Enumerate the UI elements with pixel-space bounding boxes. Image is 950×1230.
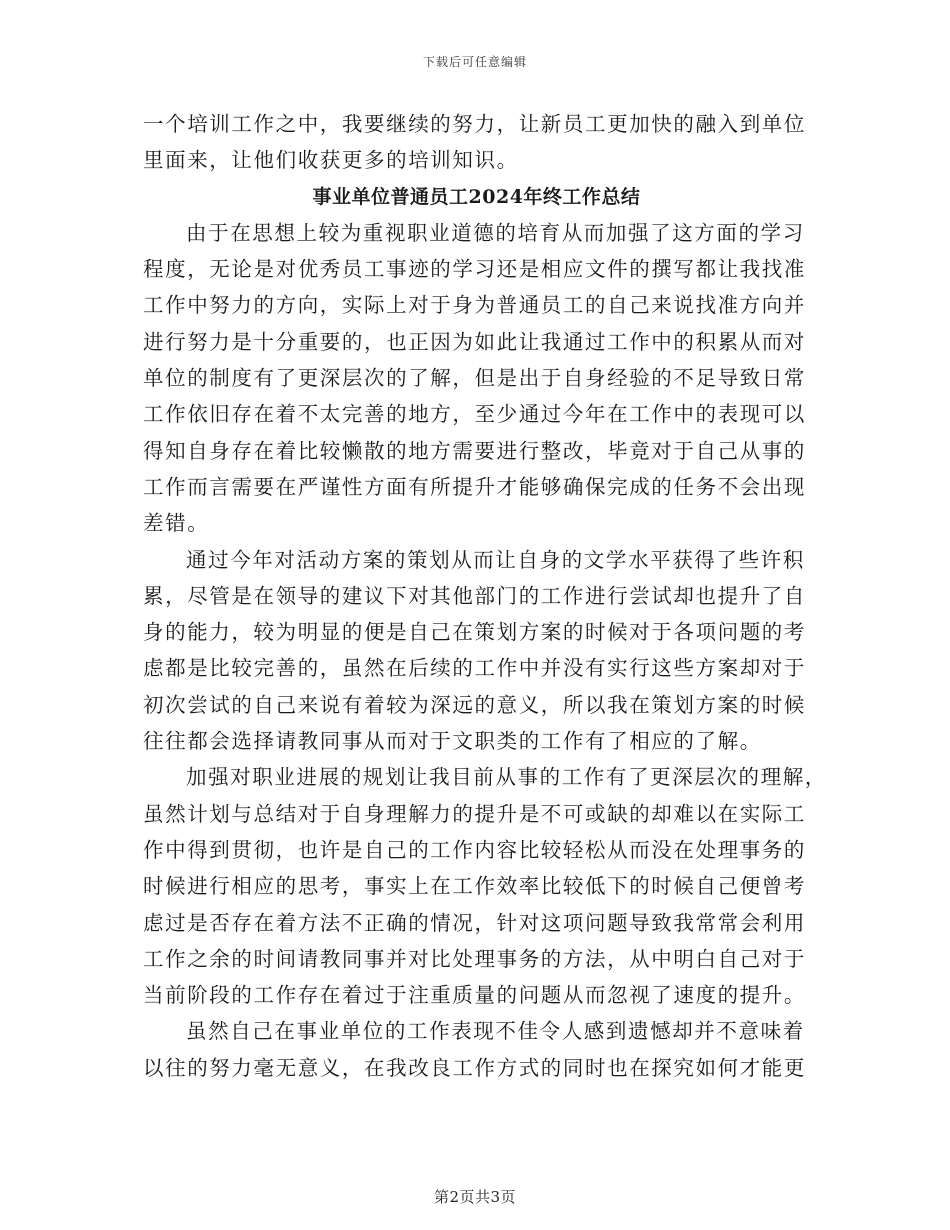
paragraph-line: 往往都会选择请教同事从而对于文职类的工作有了相应的了解。 (143, 729, 762, 754)
paragraph-line: 虽然自己在事业单位的工作表现不佳令人感到遗憾却并不意味着 (186, 1019, 805, 1044)
paragraph-line: 时候进行相应的思考，事实上在工作效率比较低下的时候自己便曾考 (143, 874, 806, 899)
paragraph-3 (143, 759, 827, 1013)
paragraph-line: 工作中努力的方向，实际上对于身为普通员工的自己来说找准方向并 (143, 293, 806, 318)
paragraph-line: 由于在思想上较为重视职业道德的培育从而加强了这方面的学习 (186, 220, 805, 245)
paragraph-line: 累，尽管是在领导的建议下对其他部门的工作进行尝试却也提升了自 (143, 583, 806, 608)
paragraph-1 (143, 215, 808, 542)
paragraph-line: 身的能力，较为明显的便是自己在策划方案的时候对于各项问题的考 (143, 620, 806, 645)
paragraph-line: 作中得到贯彻，也许是自己的工作内容比较轻松从而没在处理事务的 (143, 837, 806, 862)
document-body (143, 106, 827, 1086)
paragraph-line: 工作而言需要在严谨性方面有所提升才能够确保完成的任务不会出现 (143, 474, 806, 499)
intro-line: 一个培训工作之中，我要继续的努力，让新员工更加快的融入到单位 (143, 112, 806, 136)
paragraph-line: 工作依旧存在着不太完善的地方，至少通过今年在工作中的表现可以 (143, 402, 806, 427)
paragraph-line: 通过今年对活动方案的策划从而让自身的文学水平获得了些许积 (186, 547, 805, 572)
intro-line: 里面来，让他们收获更多的培训知识。 (143, 148, 519, 173)
paragraph-line: 差错。 (143, 511, 210, 536)
page-header-note: 下载后可任意编辑 (422, 55, 527, 69)
paragraph-line: 虽然计划与总结对于自身理解力的提升是不可或缺的却难以在实际工 (143, 801, 806, 826)
paragraph-line: 初次尝试的自己来说有着较为深远的意义，所以我在策划方案的时候 (143, 692, 806, 717)
paragraph-line: 得知自身存在着比较懒散的地方需要进行整改，毕竟对于自己从事的 (143, 438, 806, 463)
paragraph-line: 以往的努力毫无意义，在我改良工作方式的同时也在探究如何才能更 (143, 1055, 806, 1080)
paragraph-line: 虑过是否存在着方法不正确的情况，针对这项问题导致我常常会利用 (143, 910, 806, 935)
paragraph-line: 虑都是比较完善的，虽然在后续的工作中并没有实行这些方案却对于 (143, 656, 806, 681)
paragraph-4 (143, 1013, 808, 1086)
paragraph-line: 工作之余的时间请教同事并对比处理事务的方法，从中明白自己对于 (143, 946, 806, 971)
paragraph-2 (143, 542, 808, 760)
page-number: 第2页共3页 (433, 1188, 517, 1206)
paragraph-line: 当前阶段的工作存在着过于注重质量的问题从而忽视了速度的提升。 (143, 983, 806, 1008)
paragraph-line: 进行努力是十分重要的，也正因为如此让我通过工作中的积累从而对 (143, 329, 806, 354)
paragraph-line: 加强对职业进展的规划让我目前从事的工作有了更深层次的理解， (186, 765, 827, 790)
paragraph-line: 单位的制度有了更深层次的了解，但是出于自身经验的不足导致日常 (143, 366, 806, 391)
document-title: 事业单位普通员工2024年终工作总结 (312, 185, 641, 208)
paragraph-line: 程度，无论是对优秀员工事迹的学习还是相应文件的撰写都让我找准 (143, 257, 806, 282)
